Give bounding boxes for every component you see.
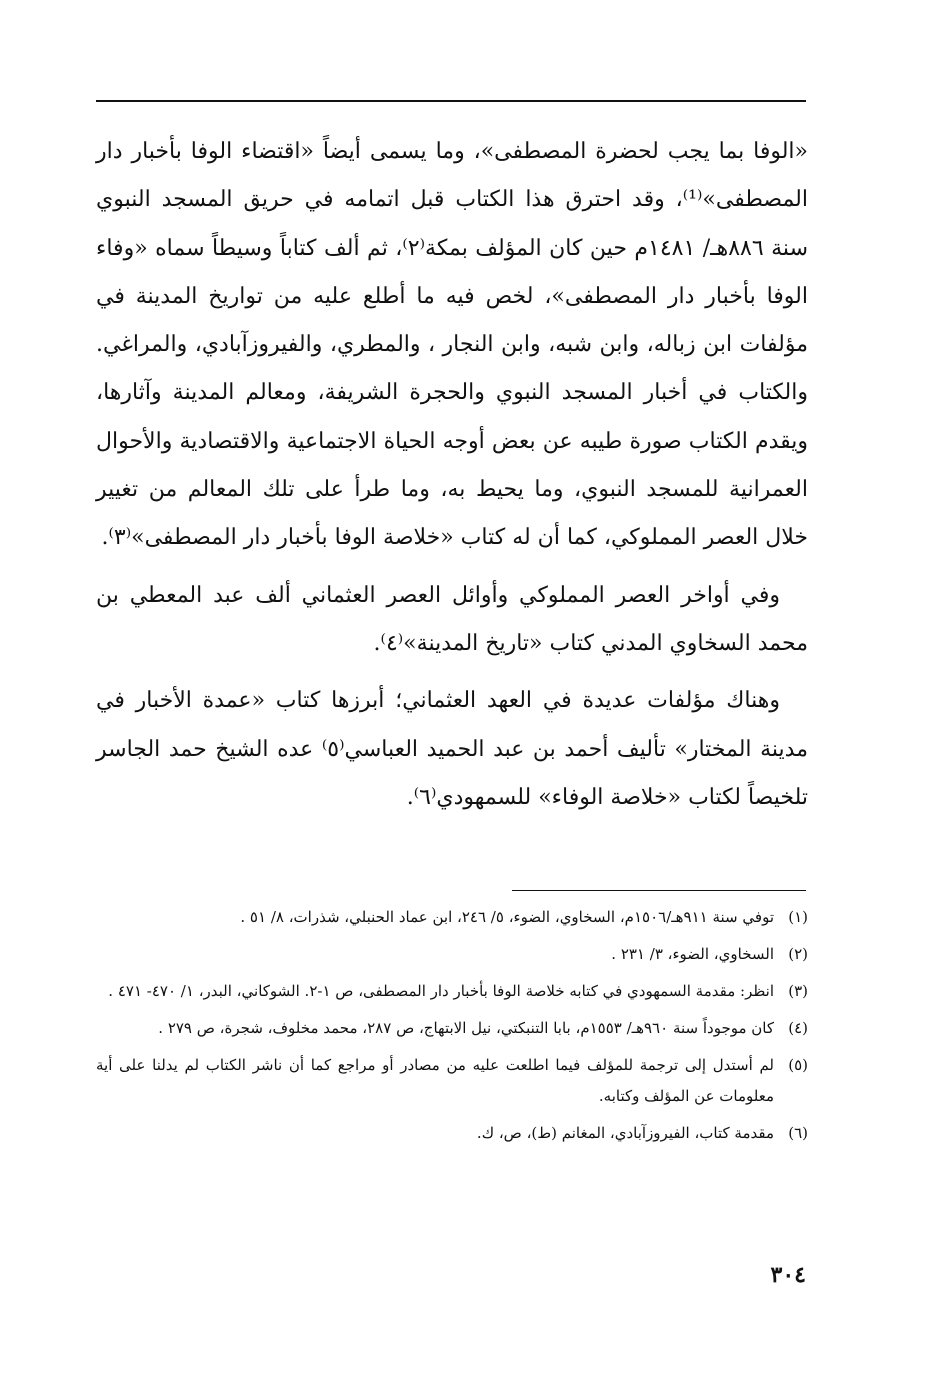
footnote-4 (96, 1013, 808, 1044)
paragraph-2: وفي أواخر العصر المملوكي وأوائل العصر العثماني ألف عبد المعطي بن محمد السخاوي المدني كتاب «تاريخ المدينة»⁽٤⁾. (96, 582, 808, 656)
footnote-number: (٥) (788, 1056, 808, 1074)
footnote-text: انظر: مقدمة السمهودي في كتابه خلاصة الوفا بأخبار دار المصطفى، ص ١-٢. الشوكاني، البدر، ١/ ٤٧٠- ٤٧١ . (108, 982, 774, 1000)
footnote-text: السخاوي، الضوء، ٣/ ٢٣١ . (611, 945, 774, 963)
footnote-2 (96, 939, 808, 970)
main-text (96, 128, 808, 822)
footnotes (96, 902, 808, 1155)
footnote-6 (96, 1118, 808, 1149)
header-rule (96, 100, 806, 102)
footnote-text: توفي سنة ٩١١هـ/١٥٠٦م، السخاوي، الضوء، ٥/ ٢٤٦، ابن عماد الحنبلي، شذرات، ٨/ ٥١ . (240, 908, 774, 926)
footnote-text: كان موجوداً سنة ٩٦٠هـ/ ١٥٥٣م، بابا التنبكتي، نيل الابتهاج، ص ٢٨٧، محمد مخلوف، شجرة، ص ٢٧٩ . (158, 1019, 774, 1037)
footnote-5 (96, 1050, 808, 1112)
paragraph-1: «الوفا بما يجب لحضرة المصطفى»، وما يسمى أيضاً «اقتضاء الوفا بأخبار دار المصطفى»⁽¹⁾، وقد احترق هذا الكتاب قبل اتمامه في حريق المسجد النبوي سنة ٨٨٦هـ/ ١٤٨١م حين كان المؤلف بمكة⁽٢⁾، ثم ألف كتاباً وسيطاً سماه «وفاء الوفا بأخبار دار المصطفى»، لخص فيه ما أطلع عليه من تواريخ المدينة في مؤلفات ابن زباله، وابن شبه، وابن النجار ، والمطري، والفيروزآبادي، والمراغي. والكتاب في أخبار المسجد النبوي والحجرة الشريفة، ومعالم المدينة وآثارها، ويقدم الكتاب صورة طيبه عن بعض أوجه الحياة الاجتماعية والاقتصادية والأحوال العمرانية للمسجد النبوي، وما يحيط به، وما طرأ على تلك المعالم من تغيير خلال العصر المملوكي، كما أن له كتاب «خلاصة الوفا بأخبار دار المصطفى»⁽٣⁾. (96, 139, 809, 551)
footnote-number: (٣) (788, 982, 808, 1000)
footnote-number: (٤) (788, 1019, 808, 1037)
footnote-number: (٦) (788, 1124, 808, 1142)
footnote-number: (٢) (788, 945, 808, 963)
footnote-number: (١) (788, 908, 808, 926)
paragraph-3: وهناك مؤلفات عديدة في العهد العثماني؛ أبرزها كتاب «عمدة الأخبار في مدينة المختار» تأليف أحمد بن عبد الحميد العباسي⁽٥⁾ عده الشيخ حمد الجاسر تلخيصاً لكتاب «خلاصة الوفاء» للسمهودي⁽٦⁾. (96, 688, 808, 810)
footnote-separator (512, 890, 806, 891)
page-number: ٣٠٤ (770, 1262, 806, 1288)
footnote-1 (96, 902, 808, 933)
footnote-text: مقدمة كتاب، الفيروزآبادي، المغانم (ط)، ص، ك. (476, 1124, 774, 1142)
footnote-3 (96, 976, 808, 1007)
footnote-text: لم أستدل إلى ترجمة للمؤلف فيما اطلعت عليه من مصادر أو مراجع كما أن ناشر الكتاب لم يدلنا على أية معلومات عن المؤلف وكتابه. (96, 1056, 774, 1105)
